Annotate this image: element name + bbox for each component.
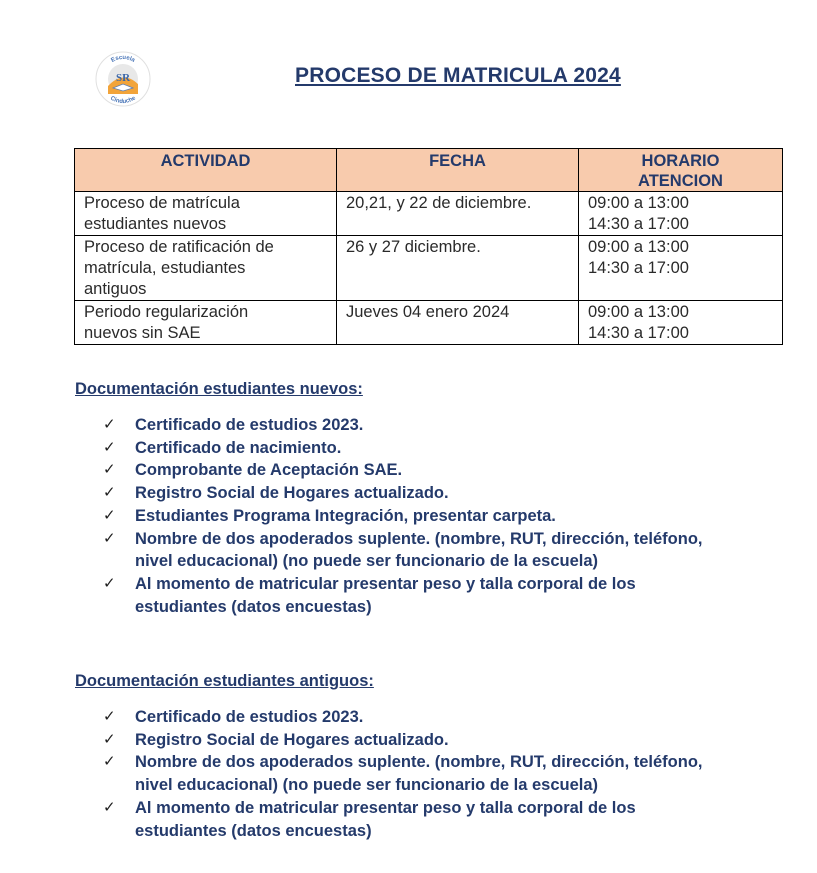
header-fecha: FECHA (337, 149, 579, 192)
list-nuevos (103, 414, 793, 618)
check-icon: ✓ (103, 529, 116, 547)
table-row (75, 192, 783, 236)
check-icon: ✓ (103, 708, 116, 725)
schedule-table (74, 148, 783, 345)
cell-fecha: 20,21, y 22 de diciembre. (337, 192, 579, 236)
cell-line: Proceso de matrícula (84, 194, 240, 212)
cell-actividad (75, 192, 337, 236)
list-item: ✓ Al momento de matricular presentar peso y talla corporal de los estudiantes (datos encuestas) (103, 574, 636, 616)
check-icon: ✓ (103, 416, 116, 433)
cell-line: Proceso de ratificación de (84, 238, 274, 256)
table-header-row (75, 149, 783, 192)
list-item: ✓ Estudiantes Programa Integración, presentar carpeta. (103, 505, 793, 528)
cell-actividad (75, 301, 337, 345)
check-icon: ✓ (103, 461, 116, 479)
cell-line: 09:00 a 13:00 (588, 303, 689, 321)
check-icon: ✓ (103, 574, 116, 592)
cell-line: 14:30 a 17:00 (588, 215, 689, 233)
check-icon: ✓ (103, 438, 116, 456)
section-title-antiguos: Documentación estudiantes antiguos: (75, 672, 374, 690)
section-title-nuevos: Documentación estudiantes nuevos: (75, 380, 363, 398)
cell-horario (579, 301, 783, 345)
list-item: ✓ Certificado de nacimiento. (103, 437, 793, 460)
cell-horario (579, 236, 783, 301)
cell-fecha: 26 y 27 diciembre. (337, 236, 579, 301)
list-item: ✓ Registro Social de Hogares actualizado. (103, 729, 793, 752)
cell-line: 14:30 a 17:00 (588, 259, 689, 277)
list-item: ✓ Certificado de estudios 2023. (103, 706, 793, 729)
cell-line: matrícula, estudiantes (84, 259, 246, 277)
check-icon: ✓ (103, 730, 116, 748)
header-horario (579, 149, 783, 192)
header-horario-line2: ATENCION (638, 172, 723, 190)
page-title: PROCESO DE MATRICULA 2024 (295, 64, 621, 87)
logo-bottom-text: Cinduche (109, 95, 137, 106)
school-logo (93, 50, 153, 108)
header-actividad: ACTIVIDAD (75, 149, 337, 192)
check-icon: ✓ (103, 798, 116, 816)
list-item: ✓ Registro Social de Hogares actualizado. (103, 482, 793, 505)
logo-monogram: SR (115, 72, 131, 84)
cell-line: 09:00 a 13:00 (588, 238, 689, 256)
list-item: ✓ Nombre de dos apoderados suplente. (nombre, RUT, dirección, teléfono, nivel educacional) (no puede ser funcionario de la escuela) (103, 753, 703, 795)
cell-line: estudiantes nuevos (84, 215, 227, 233)
cell-line: Periodo regularización (84, 303, 249, 321)
list-item: ✓ Al momento de matricular presentar peso y talla corporal de los estudiantes (datos encuestas) (103, 798, 636, 840)
cell-fecha: Jueves 04 enero 2024 (337, 301, 579, 345)
check-icon: ✓ (103, 506, 116, 524)
check-icon: ✓ (103, 753, 116, 771)
cell-horario (579, 192, 783, 236)
cell-actividad (75, 236, 337, 301)
check-icon: ✓ (103, 484, 116, 502)
logo-top-text: Escuela (110, 54, 136, 64)
list-antiguos (103, 706, 793, 842)
table-row (75, 236, 783, 301)
cell-line: antiguos (84, 280, 147, 298)
list-item: ✓ Nombre de dos apoderados suplente. (nombre, RUT, dirección, teléfono, nivel educacional) (no puede ser funcionario de la escuela) (103, 529, 703, 571)
table-row (75, 301, 783, 345)
cell-line: 09:00 a 13:00 (588, 194, 689, 212)
list-item: ✓ Comprobante de Aceptación SAE. (103, 459, 793, 482)
cell-line: 14:30 a 17:00 (588, 324, 689, 342)
header-horario-line1: HORARIO (641, 152, 720, 170)
cell-line: nuevos sin SAE (84, 324, 201, 342)
list-item: ✓ Certificado de estudios 2023. (103, 414, 793, 437)
